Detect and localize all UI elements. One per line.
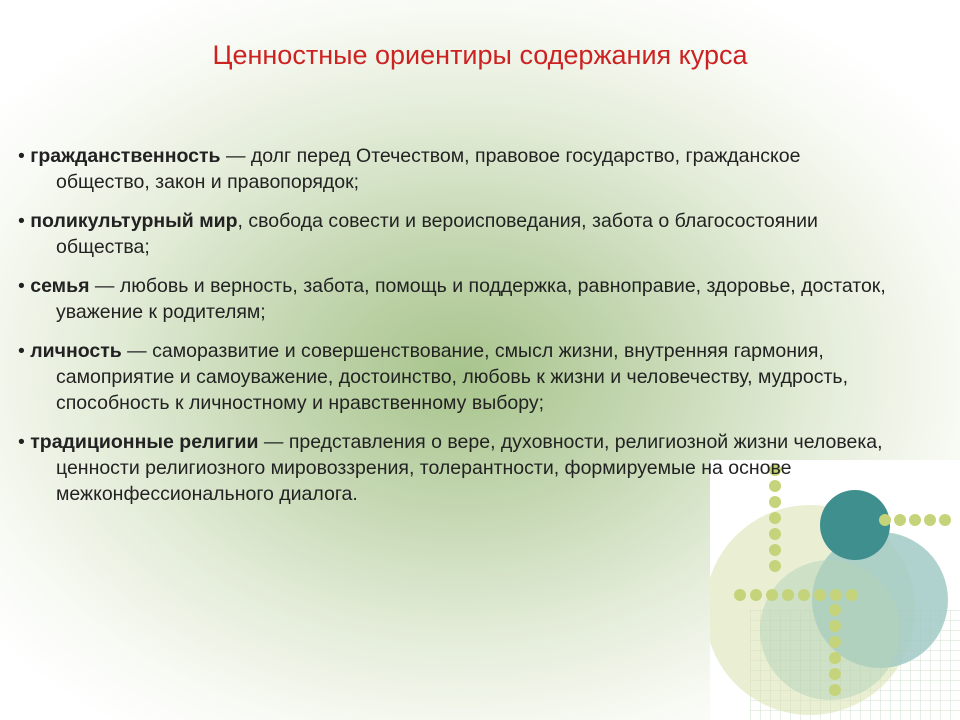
- bullet-text: — любовь и верность, забота, помощь и поддержка, равноправие, здоровье, достаток, уважение к родителям;: [56, 275, 886, 323]
- bullet-marker: •: [18, 145, 25, 167]
- bullet-text: — представления о вере, духовности, религиозной жизни человека, ценности религиозного мировоззрения, толерантности, формируемые на основе межконфессионального диалога.: [56, 431, 883, 505]
- bullet-list: [18, 143, 898, 520]
- bullet-marker: •: [18, 340, 25, 362]
- bullet-term: семья: [30, 275, 90, 297]
- bullet-marker: •: [18, 431, 25, 453]
- bullet-term: личность: [30, 340, 122, 362]
- bullet-marker: •: [18, 275, 25, 297]
- bullet-text: — саморазвитие и совершенствование, смысл жизни, внутренняя гармония, самоприятие и самоуважение, достоинство, любовь к жизни и человечеству, мудрость, способность к личностному и нравственному выбору;: [56, 340, 848, 414]
- slide-title: Ценностные ориентиры содержания курса: [212, 40, 748, 70]
- bullet-item-family: [18, 273, 898, 325]
- bullet-item-personality: [18, 338, 898, 416]
- bullet-text: , свобода совести и вероисповедания, забота о благосостоянии общества;: [56, 210, 818, 258]
- bullet-item-traditional-religions: [18, 429, 898, 507]
- decor-inner-circle: [760, 560, 900, 700]
- bullet-item-citizenship: [18, 143, 898, 195]
- bullet-term: поликультурный мир: [30, 210, 238, 232]
- bullet-term: гражданственность: [30, 145, 221, 167]
- bullet-term: традиционные религии: [30, 431, 259, 453]
- bullet-marker: •: [18, 210, 25, 232]
- bullet-text: — долг перед Отечеством, правовое государство, гражданское общество, закон и правопорядок;: [56, 145, 801, 193]
- bullet-item-multicultural-world: [18, 208, 898, 260]
